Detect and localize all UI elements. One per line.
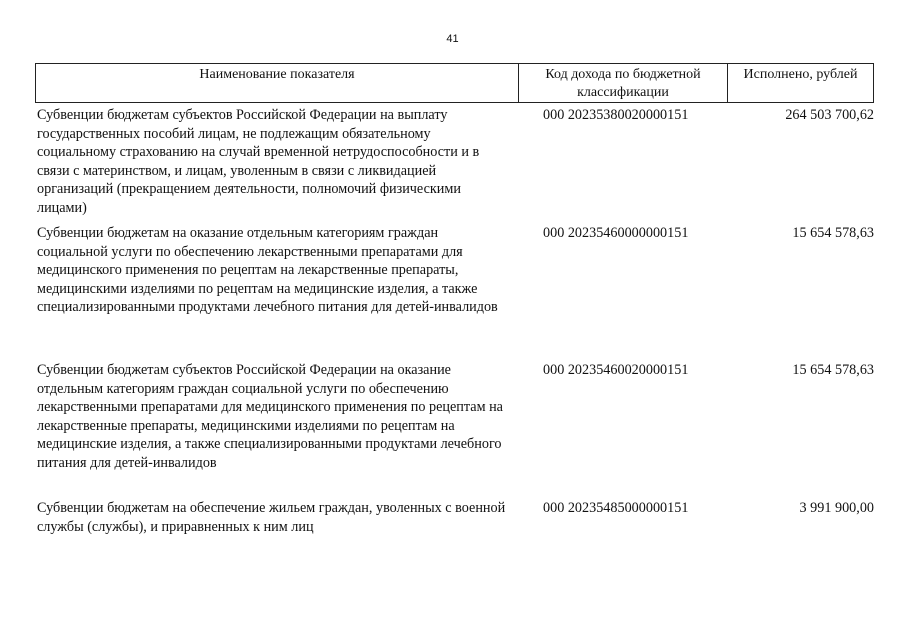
row-code: 000 20235460000000151 (543, 225, 689, 241)
row-code: 000 20235380020000151 (543, 107, 689, 123)
row-name: Субвенции бюджетам на обеспечение жильем граждан, уволенных с военной службы (службы), и приравненных к ним лиц (37, 500, 506, 535)
row-amount: 15 654 578,63 (792, 362, 874, 378)
row-name: Субвенции бюджетам на оказание отдельным категориям граждан социальной услуги по обеспечению лекарственными препаратами для медицинского применения по рецептам на лекарственные препараты, медицинскими изделиями по рецептам на медицинские изделия, а также специализированными продуктами лечебного питания для детей-инвалидов (37, 225, 498, 316)
row-name: Субвенции бюджетам субъектов Российской Федерации на оказание отдельным категориям граждан социальной услуги по обеспечению лекарственными препаратами для медицинского применения по рецептам на лекарственные препараты, медицинскими изделиями по рецептам на медицинские изделия, а также специализированными продуктами лечебного питания для детей-инвалидов (37, 362, 503, 471)
row-code: 000 20235460020000151 (543, 362, 689, 378)
header-name: Наименование показателя (36, 64, 519, 102)
header-code: Код дохода по бюджетной классификации (519, 64, 728, 102)
row-amount: 264 503 700,62 (785, 107, 874, 123)
table-header (35, 63, 874, 103)
row-amount: 3 991 900,00 (799, 500, 874, 516)
page-number: 41 (446, 33, 459, 45)
header-amount: Исполнено, рублей (743, 67, 858, 82)
row-code: 000 20235485000000151 (543, 500, 689, 516)
row-name: Субвенции бюджетам субъектов Российской Федерации на выплату государственных пособий лицам, не подлежащим обязательному социальному страхованию на случай временной нетрудоспособности и в связи с материнством, и лицам, уволенным в связи с ликвидацией организаций (прекращением деятельности, полномочий физическими лицами) (37, 107, 480, 216)
row-amount: 15 654 578,63 (792, 225, 874, 241)
